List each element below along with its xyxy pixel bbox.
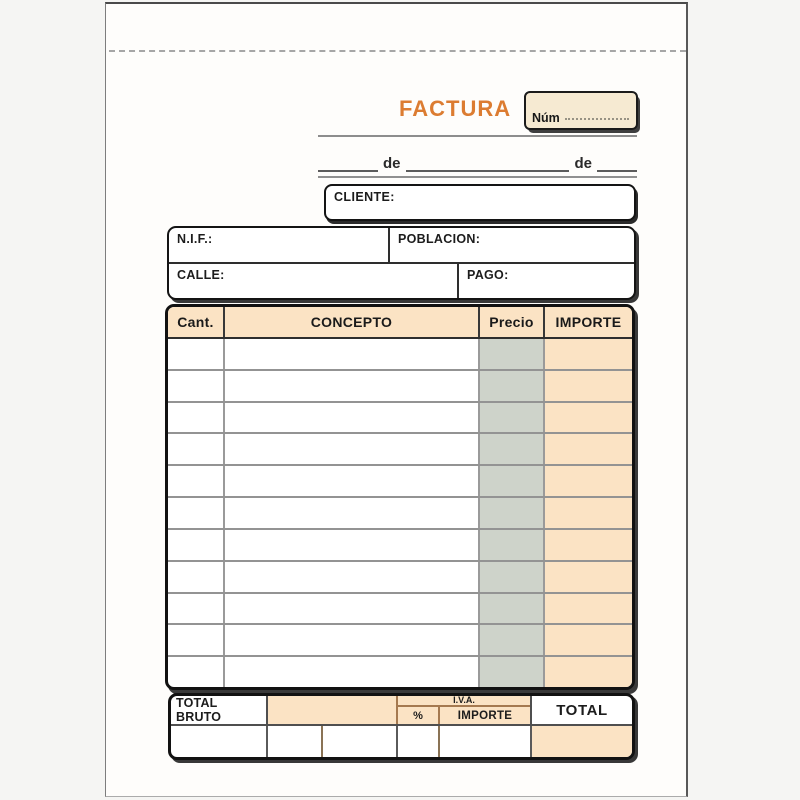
cell-cant: [168, 657, 225, 687]
col-header-concepto: CONCEPTO: [225, 307, 480, 337]
perforation-dashed-line: [109, 50, 686, 52]
cell-precio: [480, 657, 545, 687]
cell-importe: [545, 530, 632, 560]
cell-cant: [168, 339, 225, 369]
cell-concepto: [225, 371, 480, 401]
poblacion-field: [390, 228, 634, 262]
date-line: [318, 150, 637, 172]
table-row: [168, 432, 632, 464]
pago-field: [459, 264, 634, 298]
cell-concepto: [225, 625, 480, 655]
cell-precio: [480, 339, 545, 369]
iva-subheader-row: [398, 707, 530, 724]
cell-precio: [480, 594, 545, 624]
calle-label: CALLE:: [177, 268, 225, 282]
cell-cant: [168, 434, 225, 464]
totals-body-row: [171, 726, 632, 757]
date-subline-rule: [318, 176, 637, 178]
invoice-title: FACTURA: [399, 96, 512, 121]
items-table-header: [168, 307, 632, 339]
calle-field: [169, 264, 459, 298]
cell-cant: [168, 403, 225, 433]
cell-precio: [480, 562, 545, 592]
cell-concepto: [225, 594, 480, 624]
total-bruto-label: TOTAL BRUTO: [176, 696, 222, 724]
cell-cant: [168, 498, 225, 528]
cell-precio: [480, 403, 545, 433]
cell-precio: [480, 625, 545, 655]
cell-cant: [168, 594, 225, 624]
cell-importe: [545, 498, 632, 528]
total-value-cell: [532, 726, 632, 757]
poblacion-label: POBLACION:: [398, 232, 481, 246]
invoice-number-fill-line: [565, 118, 629, 120]
iva-group: [398, 696, 532, 724]
cell-concepto: [225, 530, 480, 560]
cell-importe: [545, 371, 632, 401]
cell-precio: [480, 498, 545, 528]
cell-concepto: [225, 562, 480, 592]
info-row-1: [169, 228, 634, 264]
info-row-2: [169, 264, 634, 298]
cell-importe: [545, 657, 632, 687]
cell-cant: [168, 530, 225, 560]
iva-importe-label: IMPORTE: [457, 709, 513, 722]
table-row: [168, 401, 632, 433]
totals-blank-cell-3: [323, 726, 398, 757]
col-header-cant: Cant.: [168, 307, 225, 337]
cell-precio: [480, 434, 545, 464]
table-row: [168, 528, 632, 560]
client-box: [324, 184, 636, 221]
cell-cant: [168, 466, 225, 496]
cell-cant: [168, 562, 225, 592]
client-label: CLIENTE:: [334, 190, 395, 204]
title-underline-rule: [318, 135, 637, 137]
table-row: [168, 464, 632, 496]
iva-label: I.V.A.: [398, 696, 530, 707]
table-row: [168, 655, 632, 687]
cell-importe: [545, 466, 632, 496]
date-year-blank: [597, 150, 637, 172]
cell-precio: [480, 371, 545, 401]
total-bruto-cell: [171, 696, 268, 724]
items-table-body: [168, 339, 632, 687]
total-label: TOTAL: [556, 701, 608, 719]
table-row: [168, 496, 632, 528]
cell-cant: [168, 625, 225, 655]
cell-precio: [480, 466, 545, 496]
nif-field: [169, 228, 390, 262]
table-row: [168, 560, 632, 592]
col-header-precio: Precio: [480, 307, 545, 337]
iva-importe-value-cell: [440, 726, 532, 757]
cell-concepto: [225, 339, 480, 369]
iva-percent-value-cell: [398, 726, 440, 757]
table-row: [168, 592, 632, 624]
cell-precio: [480, 530, 545, 560]
date-month-blank: [406, 150, 570, 172]
cell-concepto: [225, 498, 480, 528]
cell-concepto: [225, 657, 480, 687]
total-bruto-value-cell: [268, 696, 398, 724]
cell-importe: [545, 562, 632, 592]
iva-percent-label: %: [398, 707, 440, 724]
client-info-box: [167, 226, 636, 300]
pago-label: PAGO:: [467, 268, 509, 282]
nif-label: N.I.F.:: [177, 232, 213, 246]
table-row: [168, 623, 632, 655]
invoice-number-label: Núm: [532, 111, 560, 125]
invoice-number-box: [524, 91, 638, 130]
col-header-importe: IMPORTE: [555, 314, 622, 330]
table-row: [168, 369, 632, 401]
totals-header-row: [171, 696, 632, 726]
date-de-word-2: de: [574, 155, 592, 172]
cell-cant: [168, 371, 225, 401]
cell-concepto: [225, 434, 480, 464]
totals-blank-cell-2: [268, 726, 323, 757]
cell-importe: [545, 625, 632, 655]
cell-concepto: [225, 466, 480, 496]
cell-concepto: [225, 403, 480, 433]
totals-blank-cell-1: [171, 726, 268, 757]
table-row: [168, 339, 632, 369]
items-table: [165, 304, 635, 690]
totals-box: [168, 693, 635, 760]
cell-importe: [545, 403, 632, 433]
date-de-word-1: de: [383, 155, 401, 172]
cell-importe: [545, 339, 632, 369]
cell-importe: [545, 434, 632, 464]
cell-importe: [545, 594, 632, 624]
date-day-blank: [318, 150, 378, 172]
